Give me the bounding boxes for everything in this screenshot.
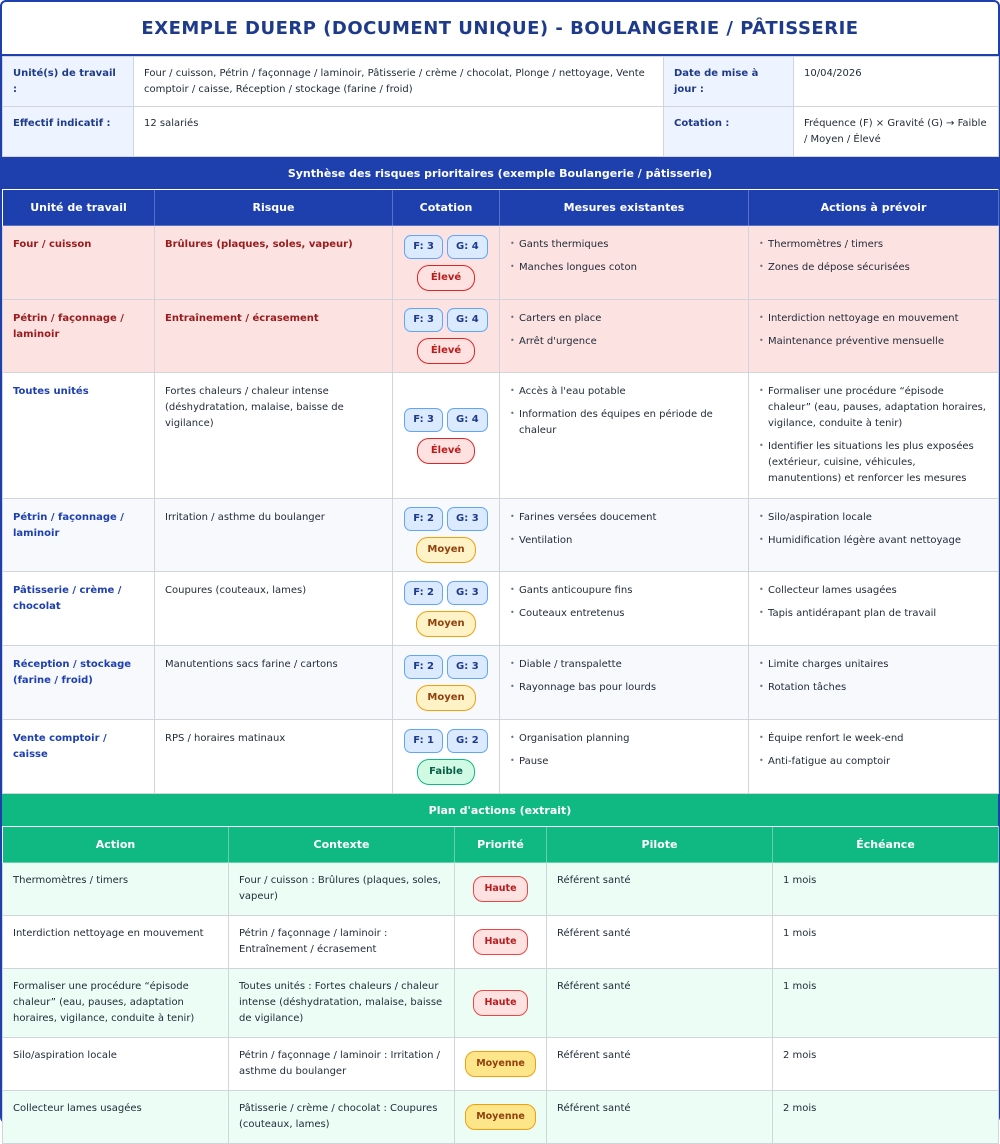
action-item: • Interdiction nettoyage en mouvement	[759, 311, 988, 327]
cotation-value: Fréquence (F) × Gravité (G) → Faible / Moyen / Élevé	[794, 107, 999, 157]
cotation-cell	[393, 646, 500, 720]
frequency-badge: F: 1	[404, 729, 443, 753]
plan-pilot: Référent santé	[547, 1038, 773, 1091]
mesure-item: • Rayonnage bas pour lourds	[510, 680, 738, 696]
risk-header-cotation: Cotation	[393, 190, 500, 226]
risk-unit: Réception / stockage (farine / froid)	[13, 659, 132, 686]
plan-pilot: Référent santé	[547, 1091, 773, 1144]
priority-badge: Haute	[473, 990, 527, 1015]
plan-due: 1 mois	[773, 863, 999, 916]
staff-label: Effectif indicatif :	[3, 107, 134, 157]
priority-badge: Haute	[473, 876, 527, 901]
risk-unit: Four / cuisson	[13, 239, 92, 250]
plan-action: Silo/aspiration locale	[3, 1038, 229, 1091]
plan-header-pilot: Pilote	[547, 827, 773, 863]
plan-due: 2 mois	[773, 1038, 999, 1091]
plan-header-due: Échéance	[773, 827, 999, 863]
action-item: • Tapis antidérapant plan de travail	[759, 606, 988, 622]
plan-action: Formaliser une procédure “épisode chaleur” (eau, pauses, adaptation horaires, vigilance, conduite à tenir)	[3, 969, 229, 1038]
risk-unit: Pâtisserie / crème / chocolat	[13, 585, 122, 612]
cotation-cell	[393, 572, 500, 646]
cotation-cell	[393, 373, 500, 499]
frequency-badge: F: 2	[404, 655, 443, 679]
gravity-badge: G: 3	[447, 507, 488, 531]
mesure-item: • Carters en place	[510, 311, 738, 327]
risk-unit: Vente comptoir / caisse	[13, 733, 107, 760]
plan-row	[3, 1091, 999, 1144]
cotation-cell	[393, 300, 500, 373]
priority-badge: Moyenne	[465, 1104, 536, 1129]
plan-action: Collecteur lames usagées	[3, 1091, 229, 1144]
mesure-item: • Couteaux entretenus	[510, 606, 738, 622]
risk-row	[3, 646, 999, 720]
risk-row	[3, 572, 999, 646]
frequency-badge: F: 3	[404, 408, 443, 432]
synthese-title: Synthèse des risques prioritaires (exemple Boulangerie / pâtisserie)	[2, 157, 998, 189]
action-item: • Formaliser une procédure “épisode chaleur” (eau, pauses, adaptation horaires, vigilance, conduite à tenir)	[759, 384, 988, 432]
plan-context: Pétrin / façonnage / laminoir : Irritation / asthme du boulanger	[229, 1038, 455, 1091]
frequency-badge: F: 2	[404, 507, 443, 531]
plan-context: Four / cuisson : Brûlures (plaques, soles, vapeur)	[229, 863, 455, 916]
cotation-label: Cotation :	[664, 107, 794, 157]
gravity-badge: G: 4	[447, 408, 488, 432]
gravity-badge: G: 3	[447, 655, 488, 679]
level-badge: Faible	[417, 759, 475, 785]
risk-header-actions: Actions à prévoir	[749, 190, 999, 226]
action-item: • Anti-fatigue au comptoir	[759, 754, 988, 770]
risk-row	[3, 720, 999, 794]
plan-context: Toutes unités : Fortes chaleurs / chaleur intense (déshydratation, malaise, baisse de vigilance)	[229, 969, 455, 1038]
mesure-item: • Organisation planning	[510, 731, 738, 747]
mesure-item: • Accès à l'eau potable	[510, 384, 738, 400]
document-title: EXEMPLE DUERP (DOCUMENT UNIQUE) - BOULANGERIE / PÂTISSERIE	[2, 2, 998, 56]
risk-unit: Pétrin / façonnage / laminoir	[13, 512, 124, 539]
risk-header-mesures: Mesures existantes	[500, 190, 749, 226]
action-item: • Limite charges unitaires	[759, 657, 988, 673]
info-table	[2, 56, 999, 157]
cotation-cell	[393, 226, 500, 300]
plan-header-priority: Priorité	[455, 827, 547, 863]
mesure-item: • Ventilation	[510, 533, 738, 549]
plan-header-action: Action	[3, 827, 229, 863]
mesure-item: • Farines versées doucement	[510, 510, 738, 526]
risk-row	[3, 226, 999, 300]
level-badge: Élevé	[417, 338, 475, 364]
plan-title: Plan d'actions (extrait)	[2, 794, 998, 826]
staff-value: 12 salariés	[134, 107, 664, 157]
risk-name: RPS / horaires matinaux	[165, 733, 286, 744]
plan-context: Pétrin / façonnage / laminoir : Entraînement / écrasement	[229, 916, 455, 969]
units-value: Four / cuisson, Pétrin / façonnage / laminoir, Pâtisserie / crème / chocolat, Plonge / nettoyage, Vente comptoir / caisse, Réception / stockage (farine / froid)	[134, 57, 664, 107]
frequency-badge: F: 3	[404, 308, 443, 332]
action-item: • Équipe renfort le week-end	[759, 731, 988, 747]
level-badge: Moyen	[416, 611, 475, 637]
action-item: • Humidification légère avant nettoyage	[759, 533, 988, 549]
action-item: • Identifier les situations les plus exposées (extérieur, cuisine, véhicules, manutentions) et renforcer les mesures	[759, 439, 988, 487]
mesure-item: • Arrêt d'urgence	[510, 334, 738, 350]
plan-pilot: Référent santé	[547, 863, 773, 916]
cotation-cell	[393, 720, 500, 794]
action-plan-table	[2, 826, 999, 1144]
action-item: • Rotation tâches	[759, 680, 988, 696]
action-item: • Collecteur lames usagées	[759, 583, 988, 599]
plan-row	[3, 863, 999, 916]
date-value: 10/04/2026	[794, 57, 999, 107]
frequency-badge: F: 3	[404, 235, 443, 259]
plan-due: 1 mois	[773, 969, 999, 1038]
action-item: • Zones de dépose sécurisées	[759, 260, 988, 276]
action-item: • Silo/aspiration locale	[759, 510, 988, 526]
cotation-cell	[393, 499, 500, 572]
risk-row	[3, 373, 999, 499]
priority-badge: Haute	[473, 929, 527, 954]
units-label: Unité(s) de travail :	[3, 57, 134, 107]
plan-context: Pâtisserie / crème / chocolat : Coupures (couteaux, lames)	[229, 1091, 455, 1144]
level-badge: Élevé	[417, 265, 475, 291]
mesure-item: • Information des équipes en période de chaleur	[510, 407, 738, 439]
gravity-badge: G: 4	[447, 308, 488, 332]
plan-row	[3, 969, 999, 1038]
plan-row	[3, 916, 999, 969]
frequency-badge: F: 2	[404, 581, 443, 605]
gravity-badge: G: 4	[447, 235, 488, 259]
gravity-badge: G: 3	[447, 581, 488, 605]
priority-badge: Moyenne	[465, 1051, 536, 1076]
risk-row	[3, 499, 999, 572]
plan-due: 1 mois	[773, 916, 999, 969]
mesure-item: • Manches longues coton	[510, 260, 738, 276]
risk-row	[3, 300, 999, 373]
mesure-item: • Gants anticoupure fins	[510, 583, 738, 599]
plan-due: 2 mois	[773, 1091, 999, 1144]
plan-pilot: Référent santé	[547, 969, 773, 1038]
plan-pilot: Référent santé	[547, 916, 773, 969]
risk-unit: Toutes unités	[13, 386, 89, 397]
level-badge: Élevé	[417, 438, 475, 464]
action-item: • Maintenance préventive mensuelle	[759, 334, 988, 350]
risk-name: Fortes chaleurs / chaleur intense (déshydratation, malaise, baisse de vigilance)	[165, 386, 344, 429]
gravity-badge: G: 2	[447, 729, 488, 753]
risk-table	[2, 189, 999, 794]
mesure-item: • Diable / transpalette	[510, 657, 738, 673]
plan-header-context: Contexte	[229, 827, 455, 863]
risk-unit: Pétrin / façonnage / laminoir	[13, 313, 124, 340]
plan-action: Interdiction nettoyage en mouvement	[3, 916, 229, 969]
risk-header-risk: Risque	[155, 190, 393, 226]
risk-name: Manutentions sacs farine / cartons	[165, 659, 338, 670]
mesure-item: • Pause	[510, 754, 738, 770]
level-badge: Moyen	[416, 685, 475, 711]
risk-name: Entraînement / écrasement	[165, 313, 319, 324]
risk-name: Brûlures (plaques, soles, vapeur)	[165, 239, 353, 250]
level-badge: Moyen	[416, 537, 475, 563]
risk-name: Coupures (couteaux, lames)	[165, 585, 307, 596]
risk-name: Irritation / asthme du boulanger	[165, 512, 325, 523]
mesure-item: • Gants thermiques	[510, 237, 738, 253]
action-item: • Thermomètres / timers	[759, 237, 988, 253]
date-label: Date de mise à jour :	[664, 57, 794, 107]
plan-row	[3, 1038, 999, 1091]
risk-header-unit: Unité de travail	[3, 190, 155, 226]
plan-action: Thermomètres / timers	[3, 863, 229, 916]
